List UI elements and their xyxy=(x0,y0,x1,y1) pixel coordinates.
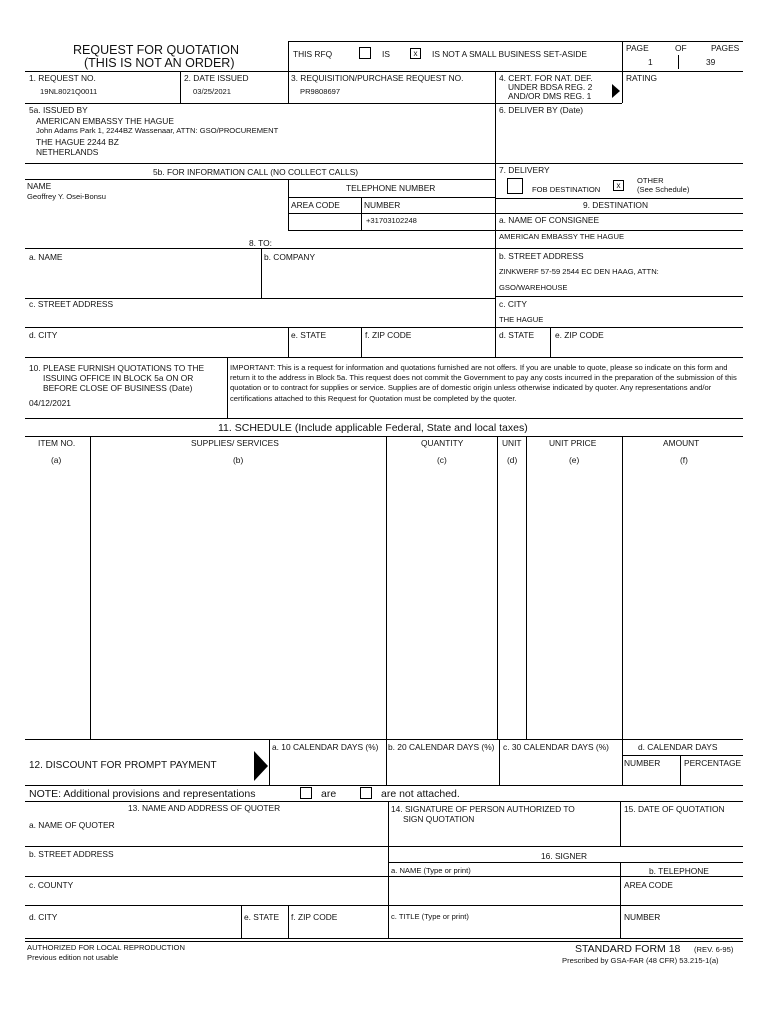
dest-city-label: c. CITY xyxy=(499,299,527,309)
col-item-no: ITEM NO. xyxy=(38,438,76,448)
cert-arrow-icon xyxy=(612,84,620,98)
other-label: OTHER xyxy=(637,176,664,185)
discount-20-days: b. 20 CALENDAR DAYS (%) xyxy=(388,742,495,752)
telephone-label: TELEPHONE NUMBER xyxy=(346,183,436,193)
col-supplies: SUPPLIES/ SERVICES xyxy=(191,438,279,448)
col-quantity: QUANTITY xyxy=(421,438,464,448)
signer-number-label: NUMBER xyxy=(624,912,661,922)
block10-line1: 10. PLEASE FURNISH QUOTATIONS TO THE xyxy=(29,363,205,373)
fob-destination-checkbox[interactable] xyxy=(507,178,523,194)
important-notice: IMPORTANT: This is a request for information and quotations furnished are not offers. If you are unable to quote, please so indicate on this form and return it to the address in Block 5a. This request does not commit the Government to pay any costs incurred in the preparation of the submission of this quotation or to contract for supplies or service. Supplies are of domestic origin unless otherwise indicated by quoter. Any representations and/or certifications attached to this Request for Quotation must be completed by the quoter. xyxy=(230,363,737,403)
signature-label-line1: 14. SIGNATURE OF PERSON AUTHORIZED TO xyxy=(391,804,575,814)
discount-arrow-icon xyxy=(254,751,268,781)
col-supplies-sub: (b) xyxy=(233,455,244,465)
form-prescribed: Prescribed by GSA-FAR (48 CFR) 53.215-1(a) xyxy=(562,956,719,965)
form-name: STANDARD FORM 18 xyxy=(575,943,681,955)
quoter-zip-label: f. ZIP CODE xyxy=(291,912,338,922)
discount-percentage: PERCENTAGE xyxy=(684,758,742,768)
quotation-date-label: 15. DATE OF QUOTATION xyxy=(624,804,725,814)
quoter-city-label: d. CITY xyxy=(29,912,58,922)
block10-line3: BEFORE CLOSE OF BUSINESS (Date) xyxy=(43,383,193,393)
page-label: PAGE xyxy=(626,43,649,53)
schedule-title: 11. SCHEDULE (Include applicable Federal, State and local taxes) xyxy=(218,422,528,434)
dest-street-line1: ZINKWERF 57-59 2544 EC DEN HAAG, ATTN: xyxy=(499,267,659,276)
date-issued-label: 2. DATE ISSUED xyxy=(184,73,249,83)
rating-label: RATING xyxy=(626,73,658,83)
pages-value: 39 xyxy=(706,57,716,67)
deliver-by-label: 6. DELIVER BY (Date) xyxy=(499,105,584,115)
of-label: OF xyxy=(675,43,687,53)
block10-line2: ISSUING OFFICE IN BLOCK 5a ON OR xyxy=(43,373,194,383)
discount-label: 12. DISCOUNT FOR PROMPT PAYMENT xyxy=(29,760,217,771)
pages-label: PAGES xyxy=(711,43,740,53)
discount-30-days: c. 30 CALENDAR DAYS (%) xyxy=(503,742,609,752)
form-revision: (REV. 6-95) xyxy=(694,945,734,954)
to-street-label: c. STREET ADDRESS xyxy=(29,299,114,309)
dest-city-value: THE HAGUE xyxy=(499,315,544,324)
col-unit-sub: (d) xyxy=(507,455,518,465)
consignee-value: AMERICAN EMBASSY THE HAGUE xyxy=(499,232,625,241)
provisions-are-checkbox[interactable] xyxy=(300,787,312,799)
to-company-label: b. COMPANY xyxy=(264,252,316,262)
to-name-label: a. NAME xyxy=(29,252,63,262)
dest-state-label: d. STATE xyxy=(499,330,535,340)
quote-due-date: 04/12/2021 xyxy=(29,398,71,408)
cert-line1: 4. CERT. FOR NAT. DEF. xyxy=(499,73,593,83)
requisition-value: PR9808697 xyxy=(300,87,341,96)
to-zip-label: f. ZIP CODE xyxy=(365,330,412,340)
cert-line2: UNDER BDSA REG. 2 xyxy=(508,82,593,92)
rfq-is-not-small-label: IS NOT A SMALL BUSINESS SET-ASIDE xyxy=(432,49,587,59)
requisition-label: 3. REQUISITION/PURCHASE REQUEST NO. xyxy=(291,73,464,83)
phone-number: +31703102248 xyxy=(366,216,417,225)
to-city-label: d. CITY xyxy=(29,330,58,340)
this-rfq-label: THIS RFQ xyxy=(293,49,333,59)
name-label: NAME xyxy=(27,181,52,191)
signature-label-line2: SIGN QUOTATION xyxy=(403,814,475,824)
rfq-is-not-checkbox[interactable]: x xyxy=(410,48,421,59)
number-label: NUMBER xyxy=(364,200,401,210)
discount-10-days: a. 10 CALENDAR DAYS (%) xyxy=(272,742,379,752)
issued-by-line4: NETHERLANDS xyxy=(36,147,99,157)
quoter-county-label: c. COUNTY xyxy=(29,880,74,890)
other-checkbox[interactable]: x xyxy=(613,180,624,191)
page-value: 1 xyxy=(648,57,653,67)
col-amount-sub: (f) xyxy=(680,455,688,465)
provisions-are-not-checkbox[interactable] xyxy=(360,787,372,799)
form-title-line2: (THIS IS NOT AN ORDER) xyxy=(84,56,235,70)
note-text: NOTE: Additional provisions and representations xyxy=(29,788,256,800)
to-label: 8. TO: xyxy=(249,238,272,248)
quoter-name-label: a. NAME OF QUOTER xyxy=(29,820,115,830)
dest-zip-label: e. ZIP CODE xyxy=(555,330,604,340)
dest-street-line2: GSO/WAREHOUSE xyxy=(499,283,568,292)
consignee-label: a. NAME OF CONSIGNEE xyxy=(499,215,600,225)
footer-authorized: AUTHORIZED FOR LOCAL REPRODUCTION xyxy=(27,943,185,952)
provisions-are-label: are xyxy=(321,788,337,800)
rfq-is-checkbox[interactable] xyxy=(359,47,371,59)
col-unit: UNIT xyxy=(502,438,522,448)
col-amount: AMOUNT xyxy=(663,438,700,448)
fob-destination-label: FOB DESTINATION xyxy=(532,185,601,194)
other-see-schedule: (See Schedule) xyxy=(637,185,690,194)
contact-name: Geoffrey Y. Osei-Bonsu xyxy=(27,192,106,201)
col-item-no-sub: (a) xyxy=(51,455,62,465)
area-code-label: AREA CODE xyxy=(291,200,340,210)
provisions-are-not-label: are not attached. xyxy=(381,788,460,800)
issued-by-line2: John Adams Park 1, 2244BZ Wassenaar, ATTN: GSO/PROCUREMENT xyxy=(36,126,279,135)
cert-line3: AND/OR DMS REG. 1 xyxy=(508,91,592,101)
quoter-state-label: e. STATE xyxy=(244,912,280,922)
signer-title-label: c. TITLE (Type or print) xyxy=(391,912,469,921)
col-quantity-sub: (c) xyxy=(437,455,447,465)
info-call-label: 5b. FOR INFORMATION CALL (NO COLLECT CALLS) xyxy=(153,167,359,177)
discount-number: NUMBER xyxy=(624,758,661,768)
dest-street-label: b. STREET ADDRESS xyxy=(499,251,584,261)
rfq-is-label: IS xyxy=(382,49,390,59)
col-unit-price-sub: (e) xyxy=(569,455,580,465)
destination-label: 9. DESTINATION xyxy=(583,200,648,210)
schedule-body[interactable] xyxy=(26,470,742,738)
discount-calendar-days: d. CALENDAR DAYS xyxy=(638,742,718,752)
footer-previous-edition: Previous edition not usable xyxy=(27,953,119,962)
issued-by-line3: THE HAGUE 2244 BZ xyxy=(36,137,119,147)
quoter-street-label: b. STREET ADDRESS xyxy=(29,849,114,859)
request-no-label: 1. REQUEST NO. xyxy=(29,73,96,83)
signer-area-code-label: AREA CODE xyxy=(624,880,673,890)
request-no-value: 19NL8021Q0011 xyxy=(40,87,98,96)
date-issued-value: 03/25/2021 xyxy=(193,87,232,96)
signer-name-label: a. NAME (Type or print) xyxy=(391,866,471,875)
delivery-label: 7. DELIVERY xyxy=(499,165,550,175)
issued-by-line1: AMERICAN EMBASSY THE HAGUE xyxy=(36,116,174,126)
form-title-line1: REQUEST FOR QUOTATION xyxy=(73,43,239,57)
signer-telephone-label: b. TELEPHONE xyxy=(649,866,709,876)
quoter-section-label: 13. NAME AND ADDRESS OF QUOTER xyxy=(128,803,281,813)
issued-by-label: 5a. ISSUED BY xyxy=(29,105,88,115)
col-unit-price: UNIT PRICE xyxy=(549,438,597,448)
to-state-label: e. STATE xyxy=(291,330,327,340)
signer-label: 16. SIGNER xyxy=(541,851,588,861)
